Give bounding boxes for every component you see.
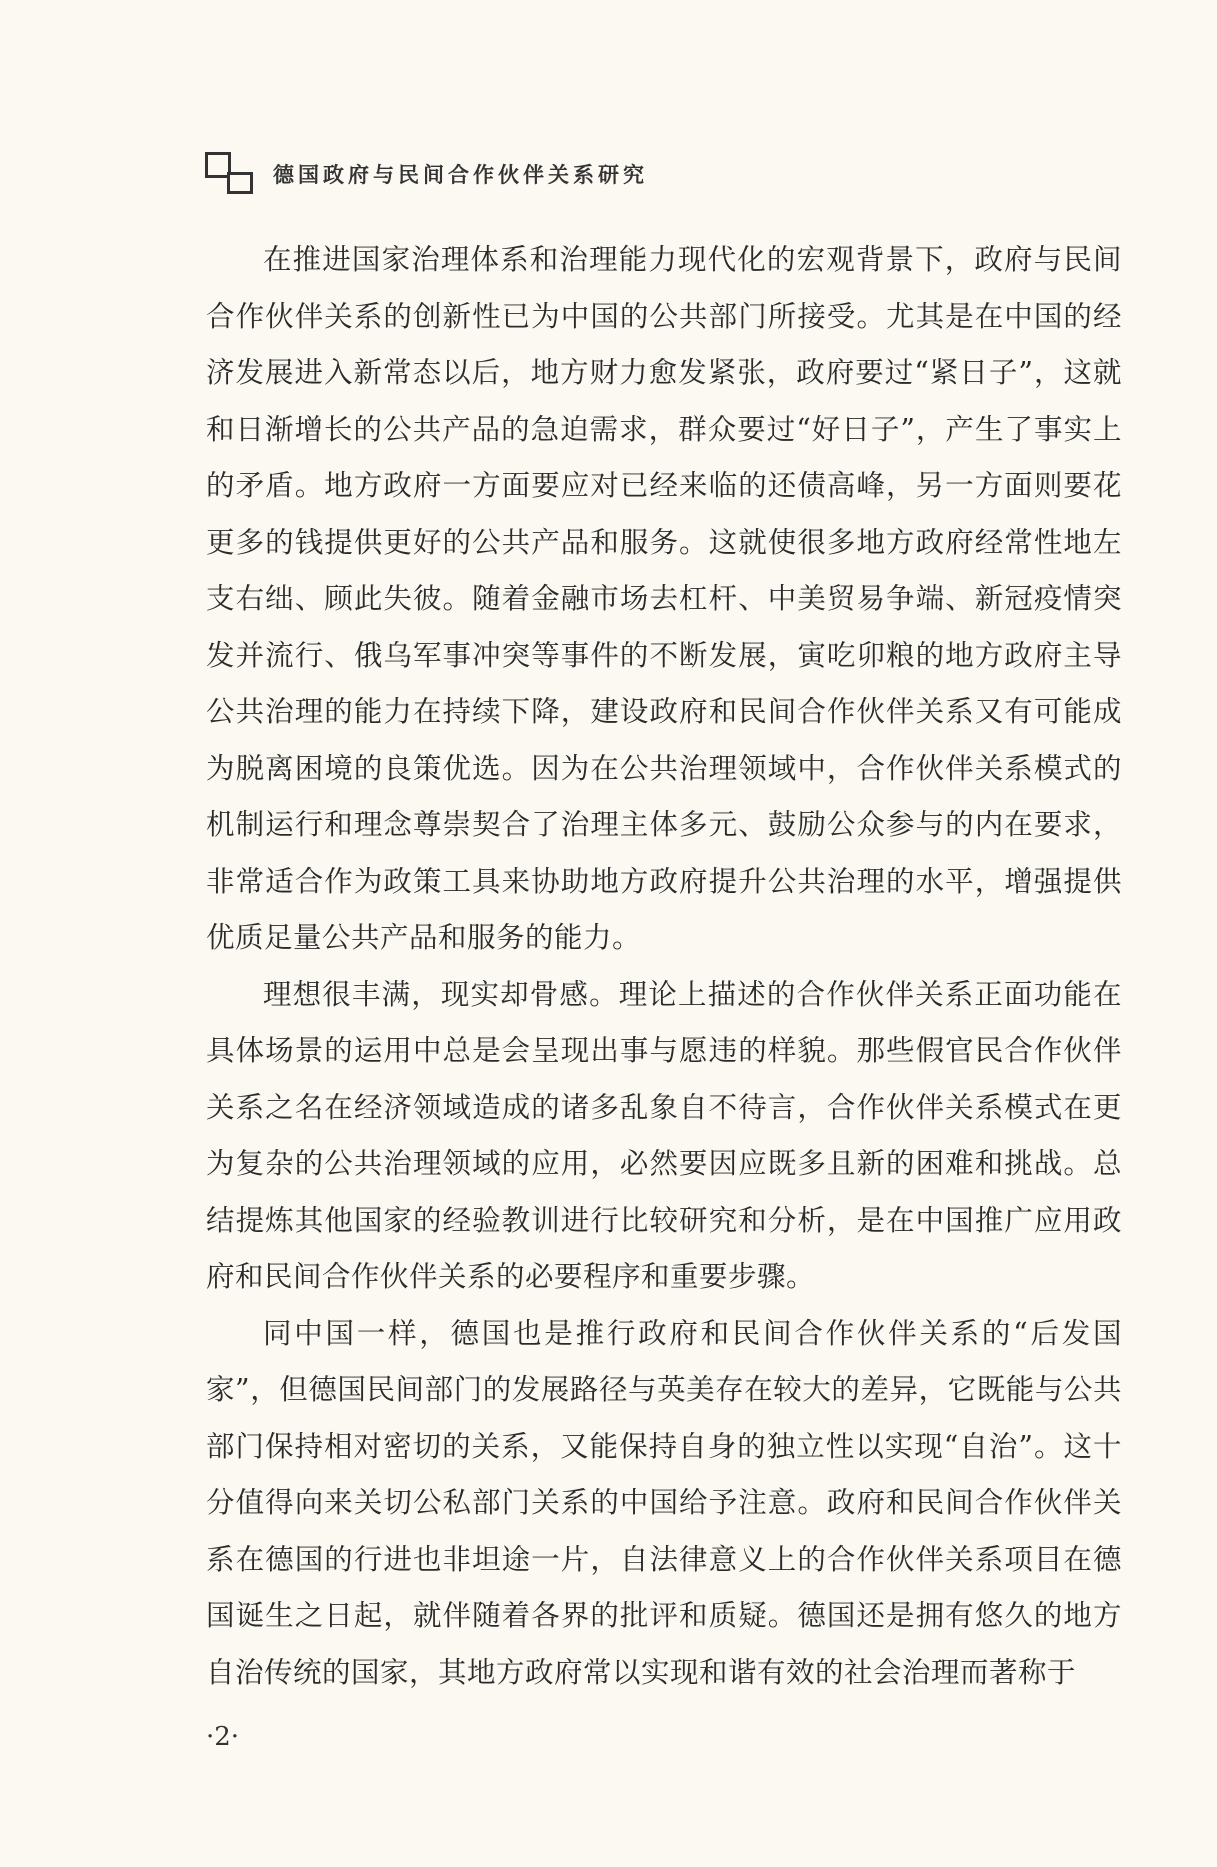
body-text: [206, 232, 1122, 1701]
running-header: [205, 152, 648, 196]
paragraph: 同中国一样，德国也是推行政府和民间合作伙伴关系的“后发国家”，但德国民间部门的发展路径与英美存在较大的差异，它既能与公共部门保持相对密切的关系，又能保持自身的独立性以实现“自治”。这十分值得向来关切公私部门关系的中国给予注意。政府和民间合作伙伴关系在德国的行进也非坦途一片，自法律意义上的合作伙伴关系项目在德国诞生之日起，就伴随着各界的批评和质疑。德国还是拥有悠久的地方自治传统的国家，其地方政府常以实现和谐有效的社会治理而著称于: [206, 1316, 1122, 1689]
logo-square-bottom: [227, 172, 253, 194]
page-number: ·2·: [206, 1722, 240, 1752]
paragraph: 理想很丰满，现实却骨感。理论上描述的合作伙伴关系正面功能在具体场景的运用中总是会呈现出事与愿违的样貌。那些假官民合作伙伴关系之名在经济领域造成的诸多乱象自不待言，合作伙伴关系模式在更为复杂的公共治理领域的应用，必然要因应既多且新的困难和挑战。总结提炼其他国家的经验教训进行比较研究和分析，是在中国推广应用政府和民间合作伙伴关系的必要程序和重要步骤。: [206, 977, 1122, 1293]
running-title: 德国政府与民间合作伙伴关系研究: [273, 162, 648, 187]
overlapping-squares-logo-icon: [205, 152, 257, 196]
paragraph: 在推进国家治理体系和治理能力现代化的宏观背景下，政府与民间合作伙伴关系的创新性已为中国的公共部门所接受。尤其是在中国的经济发展进入新常态以后，地方财力愈发紧张，政府要过“紧日子”，这就和日渐增长的公共产品的急迫需求，群众要过“好日子”，产生了事实上的矛盾。地方政府一方面要应对已经来临的还债高峰，另一方面则要花更多的钱提供更好的公共产品和服务。这就使很多地方政府经常性地左支右绌、顾此失彼。随着金融市场去杠杆、中美贸易争端、新冠疫情突发并流行、俄乌军事冲突等事件的不断发展，寅吃卯粮的地方政府主导公共治理的能力在持续下降，建设政府和民间合作伙伴关系又有可能成为脱离困境的良策优选。因为在公共治理领域中，合作伙伴关系模式的机制运行和理念尊崇契合了治理主体多元、鼓励公众参与的内在要求，非常适合作为政策工具来协助地方政府提升公共治理的水平，增强提供优质足量公共产品和服务的能力。: [206, 243, 1122, 954]
